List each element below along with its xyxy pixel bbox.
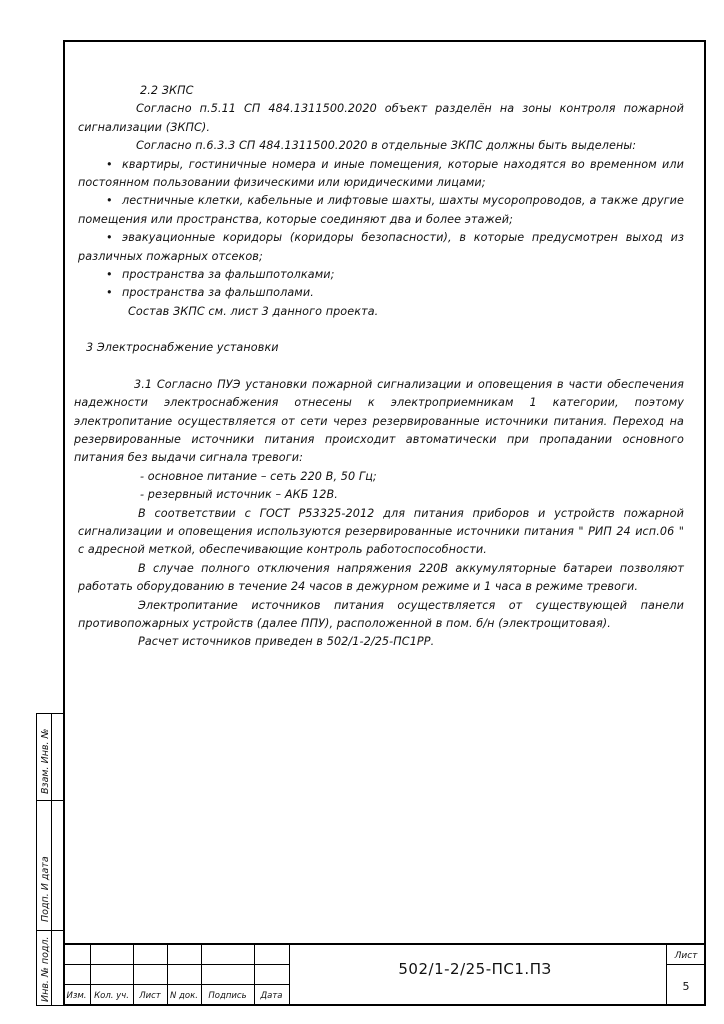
col-list: Лист — [139, 991, 161, 1001]
col-n-dok: N док. — [170, 991, 198, 1001]
paragraph: Согласно п.5.11 СП 484.1311500.2020 объект разделён на зоны контроля пожарной сигнализации (ЗКПС). — [78, 102, 684, 134]
document-body — [74, 82, 684, 652]
paragraph: 3.1 Согласно ПУЭ установки пожарной сигнализации и оповещения в части обеспечения надежности электроснабжения отнесены к электроприемникам 1 категории, поэтому электропитание осуществляется от сети через резервированные источники питания. Переход на резервированные источники питания происходит автоматически при пропадании основного питания без выдачи сигнала тревоги: — [74, 377, 684, 465]
paragraph: Расчет источников приведен в 502/1-2/25-ПС1РР. — [138, 635, 435, 649]
paragraph: Электропитание источников питания осуществляется от существующей панели противопожарных устройств (далее ППУ), расположенной в пом. б/н (электрощитовая). — [78, 598, 684, 630]
list-item: - резервный источник – АКБ 12В. — [140, 488, 338, 502]
side-stamp-strip — [36, 713, 63, 1006]
bullet-item: • лестничные клетки, кабельные и лифтовые шахты, шахты мусоропроводов, а также другие помещения или пространства, которые соединяют два и более этажей; — [78, 192, 684, 229]
bullet-item: • эвакуационные коридоры (коридоры безопасности), в которые предусмотрен выход из различных пожарных отсеков; — [78, 229, 684, 266]
sheet-number: 5 — [682, 980, 690, 993]
podp-data-label: Подп. И дата — [40, 856, 51, 922]
col-podpis: Подпись — [208, 991, 247, 1001]
vzam-inv-label: Взам. Инв. № — [40, 728, 51, 794]
bullet-item: • квартиры, гостиничные номера и иные помещения, которые находятся во временном или постоянном пользовании физическими или юридическими лицами; — [78, 156, 684, 193]
bullet-item: • пространства за фальшпотолками; — [78, 266, 684, 284]
paragraph: Состав ЗКПС см. лист 3 данного проекта. — [128, 304, 379, 318]
paragraph: В соответствии с ГОСТ Р53325-2012 для питания приборов и устройств пожарной сигнализации и оповещения используются резервированные источники питания " РИП 24 исп.06 " с адресной меткой, обеспечивающие контроль работоспособности. — [78, 506, 684, 557]
bullet-item: • пространства за фальшполами. — [78, 284, 684, 302]
col-data: Дата — [260, 991, 283, 1001]
col-izm: Изм. — [66, 991, 87, 1001]
col-kol-uch: Кол. уч. — [94, 991, 129, 1001]
inv-podl-label: Инв. № подл. — [40, 936, 51, 1002]
document-code: 502/1-2/25-ПС1.ПЗ — [398, 960, 552, 978]
sheet-label: Лист — [674, 951, 698, 961]
paragraph: В случае полного отключения напряжения 220В аккумуляторные батареи позволяют работать оборудованию в течение 24 часов в дежурном режиме и 1 часа в режиме тревоги. — [78, 561, 684, 594]
paragraph: Согласно п.6.3.3 СП 484.1311500.2020 в отдельные ЗКПС должны быть выделены: — [136, 139, 637, 153]
section-heading-3: 3 Электроснабжение установки — [86, 341, 279, 355]
section-heading-2-2: 2.2 ЗКПС — [140, 84, 194, 97]
list-item: - основное питание – сеть 220 В, 50 Гц; — [140, 469, 377, 483]
